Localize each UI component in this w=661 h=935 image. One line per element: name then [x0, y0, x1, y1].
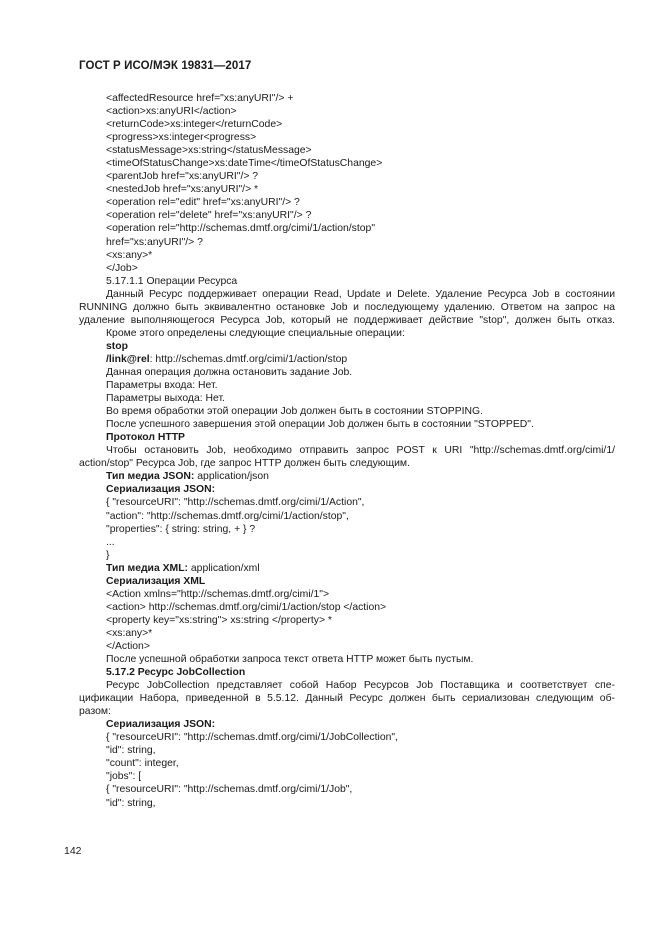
- page-body: [79, 92, 615, 810]
- bold-term: Тип медиа JSON:: [106, 471, 195, 483]
- text-line: <parentJob href="xs:anyURI"/> ?: [106, 171, 259, 183]
- text-line: </Action>: [106, 640, 150, 652]
- text-line: [79, 562, 615, 575]
- text-line: </Job>: [106, 262, 138, 274]
- bold-term: Тип медиа XML:: [106, 562, 189, 574]
- text-line: <operation rel="edit" href="xs:anyURI"/> ?: [106, 197, 300, 209]
- text-line: "id": string,: [106, 745, 156, 757]
- text-line: После успешного завершения этой операции Job должен быть в состоянии "STOPPED".: [106, 419, 534, 431]
- text-line: href="xs:anyURI"/> ?: [106, 236, 203, 248]
- text-line: цификации Набора, приведенной в 5.5.12. Данный Ресурс должен быть сериализован следующим об-: [79, 693, 615, 705]
- text-line: 5.17.2 Ресурс JobCollection: [106, 667, 246, 679]
- text-line: разом:: [79, 706, 111, 718]
- text-line: <xs:any>*: [106, 627, 153, 639]
- text-line: Сериализация JSON:: [106, 484, 216, 496]
- text-line: <timeOfStatusChange>xs:dateTime</timeOfStatusChange>: [106, 158, 383, 170]
- text-line: <progress>xs:integer<progress>: [106, 132, 257, 144]
- text-line: <nestedJob href="xs:anyURI"/> *: [106, 184, 259, 196]
- line-text: application/xml: [188, 562, 260, 574]
- text-line: Данная операция должна остановить задание Job.: [106, 366, 353, 378]
- text-line: Во время обработки этой операции Job должен быть в состоянии STOPPING.: [106, 406, 484, 418]
- bold-term: /link@rel: [106, 353, 150, 365]
- text-line: <affectedResource href="xs:anyURI"/> +: [106, 93, 294, 104]
- text-line: <Action xmlns="http://schemas.dmtf.org/cimi/1">: [106, 588, 330, 600]
- text-line: "id": string,: [106, 797, 156, 809]
- text-line: После успешной обработки запроса текст ответа HTTP может быть пустым.: [106, 654, 474, 666]
- document-header: ГОСТ Р ИСО/МЭК 19831—2017: [79, 60, 252, 72]
- text-line: "count": integer,: [106, 758, 179, 770]
- text-line: Чтобы остановить Job, необходимо отправить запрос POST к URI "http://schemas.dmtf.org/cimi/1/: [106, 445, 615, 457]
- text-line: [79, 353, 615, 366]
- text-line: <action>xs:anyURI</action>: [106, 106, 237, 118]
- text-line: <property key="xs:string"> xs:string </property> *: [106, 614, 332, 626]
- text-line: [79, 470, 615, 483]
- text-line: удаление выполняющегося Ресурса Job, который не поддерживает действие "stop", должен быть отказ.: [79, 314, 615, 326]
- text-line: <action> http://schemas.dmtf.org/cimi/1/action/stop </action>: [106, 601, 387, 613]
- text-line: { "resourceURI": "http://schemas.dmtf.org/cimi/1/JobCollection",: [106, 732, 398, 744]
- text-line: <statusMessage>xs:string</statusMessage>: [106, 145, 312, 157]
- text-line: Ресурс JobCollection представляет собой Набор Ресурсов Job Поставщика и соответствует спе-: [106, 680, 615, 692]
- text-line: <returnCode>xs:integer</returnCode>: [106, 119, 283, 131]
- text-line: ...: [106, 536, 115, 548]
- text-line: Сериализация JSON:: [106, 719, 216, 731]
- line-text: application/json: [194, 471, 269, 483]
- text-line: Протокол HTTP: [106, 432, 185, 444]
- text-line: "action": "http://schemas.dmtf.org/cimi/1/action/stop",: [106, 510, 349, 522]
- line-text: : http://schemas.dmtf.org/cimi/1/action/stop: [149, 353, 348, 365]
- text-line: "jobs": [: [106, 771, 142, 783]
- text-line: Данный Ресурс поддерживает операции Read, Update и Delete. Удаление Ресурса Job в состоянии: [106, 288, 615, 300]
- text-line: }: [106, 549, 110, 561]
- text-line: Параметры входа: Нет.: [106, 380, 218, 392]
- text-line: { "resourceURI": "http://schemas.dmtf.org/cimi/1/Action",: [106, 497, 365, 509]
- text-line: action/stop" Ресурса Job, где запрос HTTP должен быть следующим.: [79, 458, 410, 470]
- text-line: <operation rel="delete" href="xs:anyURI"/> ?: [106, 210, 312, 222]
- text-line: "properties": { string: string, + } ?: [106, 523, 256, 535]
- text-line: { "resourceURI": "http://schemas.dmtf.org/cimi/1/Job",: [106, 784, 353, 796]
- text-line: Сериализация XML: [106, 575, 206, 587]
- text-line: Кроме этого определены следующие специальные операции:: [106, 327, 405, 339]
- text-line: <operation rel="http://schemas.dmtf.org/cimi/1/action/stop": [106, 223, 376, 235]
- text-line: stop: [106, 340, 128, 352]
- text-line: Параметры выхода: Нет.: [106, 393, 225, 405]
- text-line: <xs:any>*: [106, 249, 153, 261]
- text-line: RUNNING должно быть эквивалентно остановке Job и последующему удалению. Ответом на запрос на: [79, 301, 615, 313]
- text-line: 5.17.1.1 Операции Ресурса: [106, 275, 238, 287]
- page-number: 142: [64, 845, 82, 857]
